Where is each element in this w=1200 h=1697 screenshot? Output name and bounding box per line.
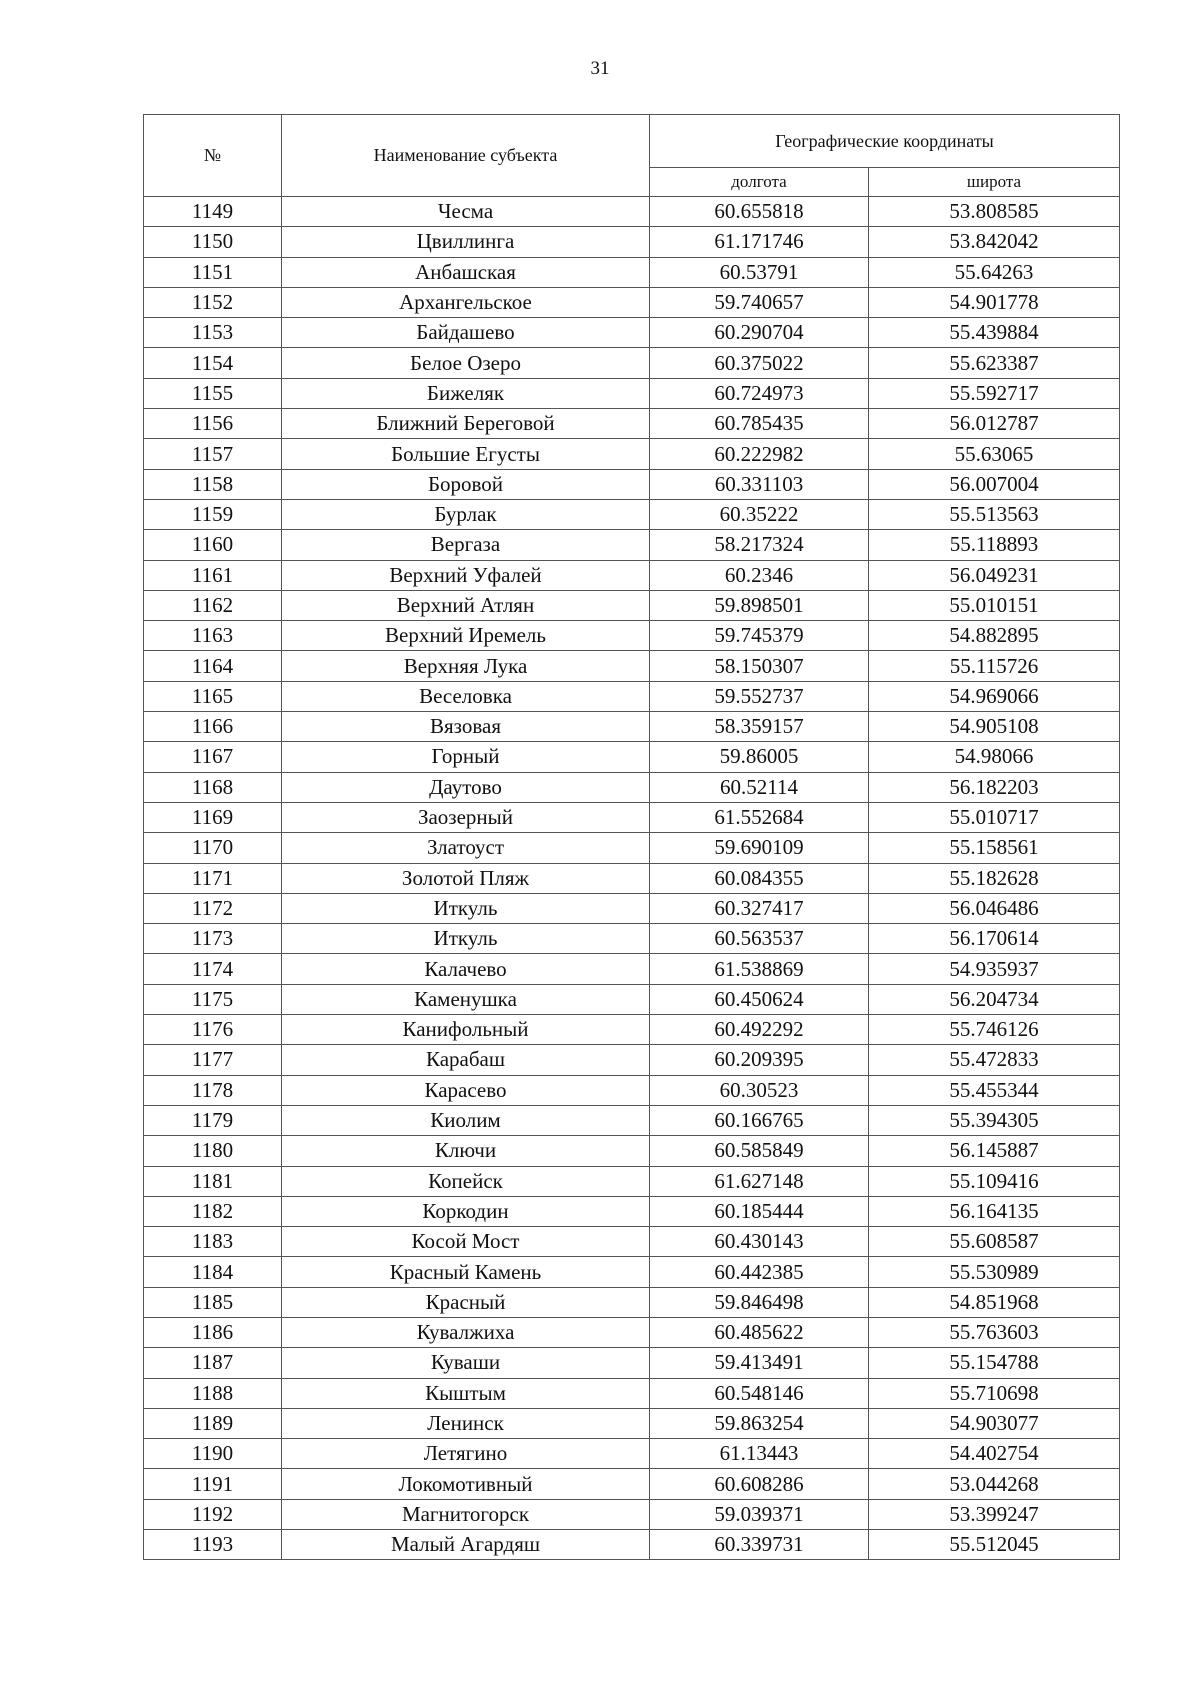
cell-latitude: 55.710698: [869, 1378, 1120, 1408]
cell-name: Локомотивный: [282, 1469, 650, 1499]
cell-latitude: 55.63065: [869, 439, 1120, 469]
cell-number: 1181: [144, 1166, 282, 1196]
cell-longitude: 60.35222: [650, 499, 869, 529]
table-row: [144, 1378, 1120, 1408]
cell-number: 1183: [144, 1227, 282, 1257]
table-row: [144, 439, 1120, 469]
cell-number: 1170: [144, 833, 282, 863]
cell-number: 1159: [144, 499, 282, 529]
cell-latitude: 56.170614: [869, 924, 1120, 954]
cell-name: Бижеляк: [282, 378, 650, 408]
cell-latitude: 55.530989: [869, 1257, 1120, 1287]
page-number: 31: [590, 58, 610, 79]
cell-longitude: 60.375022: [650, 348, 869, 378]
table-row: [144, 227, 1120, 257]
cell-number: 1165: [144, 681, 282, 711]
table-row: [144, 469, 1120, 499]
table-row: [144, 1136, 1120, 1166]
table-row: [144, 530, 1120, 560]
cell-longitude: 61.627148: [650, 1166, 869, 1196]
cell-latitude: 54.402754: [869, 1439, 1120, 1469]
cell-longitude: 61.538869: [650, 954, 869, 984]
cell-longitude: 59.898501: [650, 590, 869, 620]
cell-latitude: 55.010717: [869, 802, 1120, 832]
cell-number: 1161: [144, 560, 282, 590]
cell-number: 1190: [144, 1439, 282, 1469]
cell-name: Веселовка: [282, 681, 650, 711]
cell-latitude: 54.903077: [869, 1408, 1120, 1438]
cell-name: Ключи: [282, 1136, 650, 1166]
cell-number: 1182: [144, 1196, 282, 1226]
cell-longitude: 60.724973: [650, 378, 869, 408]
cell-number: 1187: [144, 1348, 282, 1378]
cell-latitude: 55.472833: [869, 1045, 1120, 1075]
cell-number: 1192: [144, 1499, 282, 1529]
cell-latitude: 54.882895: [869, 621, 1120, 651]
table-row: [144, 772, 1120, 802]
cell-number: 1172: [144, 893, 282, 923]
cell-latitude: 56.204734: [869, 984, 1120, 1014]
cell-longitude: 59.846498: [650, 1287, 869, 1317]
cell-latitude: 55.394305: [869, 1105, 1120, 1135]
cell-name: Заозерный: [282, 802, 650, 832]
cell-longitude: 60.166765: [650, 1105, 869, 1135]
cell-number: 1173: [144, 924, 282, 954]
cell-longitude: 59.690109: [650, 833, 869, 863]
table-row: [144, 984, 1120, 1014]
cell-longitude: 59.863254: [650, 1408, 869, 1438]
cell-latitude: 55.109416: [869, 1166, 1120, 1196]
cell-latitude: 54.935937: [869, 954, 1120, 984]
cell-name: Цвиллинга: [282, 227, 650, 257]
cell-name: Канифольный: [282, 1015, 650, 1045]
header-name: Наименование субъекта: [282, 115, 650, 197]
cell-number: 1178: [144, 1075, 282, 1105]
cell-name: Каменушка: [282, 984, 650, 1014]
cell-longitude: 61.13443: [650, 1439, 869, 1469]
coordinates-table: [143, 114, 1120, 1560]
table-row: [144, 1408, 1120, 1438]
cell-name: Малый Агардяш: [282, 1530, 650, 1560]
cell-number: 1151: [144, 257, 282, 287]
cell-latitude: 55.158561: [869, 833, 1120, 863]
cell-name: Куваши: [282, 1348, 650, 1378]
header-coordinates: Географические координаты: [650, 115, 1120, 168]
table-row: [144, 833, 1120, 863]
table-row: [144, 712, 1120, 742]
table-row: [144, 1015, 1120, 1045]
cell-number: 1191: [144, 1469, 282, 1499]
cell-latitude: 55.592717: [869, 378, 1120, 408]
cell-latitude: 53.044268: [869, 1469, 1120, 1499]
cell-latitude: 53.842042: [869, 227, 1120, 257]
cell-longitude: 60.563537: [650, 924, 869, 954]
cell-latitude: 55.154788: [869, 1348, 1120, 1378]
cell-latitude: 56.145887: [869, 1136, 1120, 1166]
cell-number: 1168: [144, 772, 282, 802]
table-row: [144, 1439, 1120, 1469]
cell-number: 1169: [144, 802, 282, 832]
cell-name: Ленинск: [282, 1408, 650, 1438]
cell-latitude: 53.808585: [869, 197, 1120, 227]
header-num: №: [144, 115, 282, 197]
cell-latitude: 55.439884: [869, 318, 1120, 348]
cell-name: Красный Камень: [282, 1257, 650, 1287]
table-row: [144, 318, 1120, 348]
cell-name: Кувалжиха: [282, 1317, 650, 1347]
table-row: [144, 1287, 1120, 1317]
table-row: [144, 802, 1120, 832]
table-row: [144, 378, 1120, 408]
cell-name: Калачево: [282, 954, 650, 984]
cell-latitude: 54.851968: [869, 1287, 1120, 1317]
table-row: [144, 1317, 1120, 1347]
cell-name: Чесма: [282, 197, 650, 227]
cell-number: 1155: [144, 378, 282, 408]
header-longitude: долгота: [650, 168, 869, 197]
cell-number: 1185: [144, 1287, 282, 1317]
cell-name: Байдашево: [282, 318, 650, 348]
cell-number: 1189: [144, 1408, 282, 1438]
cell-name: Коркодин: [282, 1196, 650, 1226]
table-row: [144, 1075, 1120, 1105]
table-header: [144, 115, 1120, 197]
cell-number: 1162: [144, 590, 282, 620]
cell-longitude: 60.339731: [650, 1530, 869, 1560]
cell-name: Летягино: [282, 1439, 650, 1469]
cell-latitude: 55.608587: [869, 1227, 1120, 1257]
cell-name: Даутово: [282, 772, 650, 802]
cell-longitude: 58.217324: [650, 530, 869, 560]
cell-name: Анбашская: [282, 257, 650, 287]
cell-name: Красный: [282, 1287, 650, 1317]
table-row: [144, 621, 1120, 651]
cell-longitude: 60.30523: [650, 1075, 869, 1105]
table-row: [144, 1045, 1120, 1075]
cell-name: Белое Озеро: [282, 348, 650, 378]
table-row: [144, 1257, 1120, 1287]
cell-longitude: 60.442385: [650, 1257, 869, 1287]
cell-number: 1179: [144, 1105, 282, 1135]
cell-latitude: 55.623387: [869, 348, 1120, 378]
table-row: [144, 287, 1120, 317]
table-row: [144, 1105, 1120, 1135]
cell-latitude: 56.046486: [869, 893, 1120, 923]
cell-latitude: 54.969066: [869, 681, 1120, 711]
cell-latitude: 56.007004: [869, 469, 1120, 499]
table-row: [144, 1499, 1120, 1529]
cell-latitude: 55.64263: [869, 257, 1120, 287]
cell-name: Вергаза: [282, 530, 650, 560]
table-row: [144, 560, 1120, 590]
cell-number: 1167: [144, 742, 282, 772]
cell-longitude: 60.084355: [650, 863, 869, 893]
cell-name: Магнитогорск: [282, 1499, 650, 1529]
cell-name: Большие Егусты: [282, 439, 650, 469]
table-row: [144, 409, 1120, 439]
cell-number: 1184: [144, 1257, 282, 1287]
table-row: [144, 590, 1120, 620]
cell-latitude: 56.049231: [869, 560, 1120, 590]
table-row: [144, 1469, 1120, 1499]
cell-longitude: 60.655818: [650, 197, 869, 227]
cell-name: Карабаш: [282, 1045, 650, 1075]
cell-number: 1166: [144, 712, 282, 742]
cell-longitude: 60.450624: [650, 984, 869, 1014]
cell-name: Верхний Иремель: [282, 621, 650, 651]
table-row: [144, 1227, 1120, 1257]
cell-number: 1193: [144, 1530, 282, 1560]
cell-name: Горный: [282, 742, 650, 772]
table-row: [144, 954, 1120, 984]
cell-longitude: 60.785435: [650, 409, 869, 439]
cell-longitude: 60.331103: [650, 469, 869, 499]
cell-latitude: 55.455344: [869, 1075, 1120, 1105]
cell-name: Киолим: [282, 1105, 650, 1135]
cell-longitude: 60.185444: [650, 1196, 869, 1226]
cell-latitude: 56.182203: [869, 772, 1120, 802]
cell-longitude: 60.290704: [650, 318, 869, 348]
header-latitude: широта: [869, 168, 1120, 197]
cell-longitude: 59.86005: [650, 742, 869, 772]
cell-name: Золотой Пляж: [282, 863, 650, 893]
cell-longitude: 59.740657: [650, 287, 869, 317]
cell-name: Архангельское: [282, 287, 650, 317]
cell-longitude: 61.552684: [650, 802, 869, 832]
cell-longitude: 60.430143: [650, 1227, 869, 1257]
table-row: [144, 681, 1120, 711]
cell-longitude: 61.171746: [650, 227, 869, 257]
cell-name: Вязовая: [282, 712, 650, 742]
cell-number: 1174: [144, 954, 282, 984]
cell-name: Копейск: [282, 1166, 650, 1196]
cell-name: Боровой: [282, 469, 650, 499]
cell-latitude: 54.901778: [869, 287, 1120, 317]
cell-number: 1176: [144, 1015, 282, 1045]
cell-number: 1175: [144, 984, 282, 1014]
cell-number: 1158: [144, 469, 282, 499]
cell-longitude: 60.585849: [650, 1136, 869, 1166]
cell-number: 1150: [144, 227, 282, 257]
table-row: [144, 742, 1120, 772]
cell-longitude: 60.608286: [650, 1469, 869, 1499]
table-row: [144, 893, 1120, 923]
table-row: [144, 1196, 1120, 1226]
cell-longitude: 60.2346: [650, 560, 869, 590]
cell-latitude: 55.010151: [869, 590, 1120, 620]
cell-latitude: 55.746126: [869, 1015, 1120, 1045]
cell-latitude: 55.763603: [869, 1317, 1120, 1347]
cell-name: Ближний Береговой: [282, 409, 650, 439]
cell-longitude: 59.039371: [650, 1499, 869, 1529]
cell-latitude: 55.513563: [869, 499, 1120, 529]
cell-name: Верхний Уфалей: [282, 560, 650, 590]
cell-longitude: 60.52114: [650, 772, 869, 802]
table-row: [144, 499, 1120, 529]
cell-name: Бурлак: [282, 499, 650, 529]
cell-longitude: 59.552737: [650, 681, 869, 711]
cell-number: 1157: [144, 439, 282, 469]
cell-name: Златоуст: [282, 833, 650, 863]
cell-latitude: 56.164135: [869, 1196, 1120, 1226]
table-row: [144, 924, 1120, 954]
cell-name: Верхняя Лука: [282, 651, 650, 681]
cell-latitude: 53.399247: [869, 1499, 1120, 1529]
cell-latitude: 54.98066: [869, 742, 1120, 772]
cell-longitude: 60.492292: [650, 1015, 869, 1045]
table-row: [144, 197, 1120, 227]
cell-number: 1153: [144, 318, 282, 348]
cell-name: Иткуль: [282, 924, 650, 954]
cell-longitude: 60.222982: [650, 439, 869, 469]
cell-longitude: 59.413491: [650, 1348, 869, 1378]
cell-longitude: 58.150307: [650, 651, 869, 681]
table-row: [144, 257, 1120, 287]
cell-number: 1188: [144, 1378, 282, 1408]
cell-latitude: 55.512045: [869, 1530, 1120, 1560]
cell-number: 1154: [144, 348, 282, 378]
cell-longitude: 58.359157: [650, 712, 869, 742]
cell-longitude: 59.745379: [650, 621, 869, 651]
cell-longitude: 60.485622: [650, 1317, 869, 1347]
cell-name: Верхний Атлян: [282, 590, 650, 620]
cell-number: 1171: [144, 863, 282, 893]
cell-longitude: 60.53791: [650, 257, 869, 287]
cell-number: 1152: [144, 287, 282, 317]
cell-number: 1164: [144, 651, 282, 681]
cell-name: Карасево: [282, 1075, 650, 1105]
cell-latitude: 55.182628: [869, 863, 1120, 893]
cell-latitude: 55.118893: [869, 530, 1120, 560]
table-row: [144, 348, 1120, 378]
cell-number: 1180: [144, 1136, 282, 1166]
table-row: [144, 863, 1120, 893]
cell-number: 1160: [144, 530, 282, 560]
cell-number: 1186: [144, 1317, 282, 1347]
table-body: [144, 197, 1120, 1560]
table-row: [144, 1166, 1120, 1196]
cell-number: 1156: [144, 409, 282, 439]
cell-longitude: 60.327417: [650, 893, 869, 923]
cell-latitude: 54.905108: [869, 712, 1120, 742]
header-row-top: [144, 115, 1120, 168]
cell-latitude: 56.012787: [869, 409, 1120, 439]
table-row: [144, 1348, 1120, 1378]
cell-latitude: 55.115726: [869, 651, 1120, 681]
cell-number: 1177: [144, 1045, 282, 1075]
table-row: [144, 651, 1120, 681]
cell-longitude: 60.209395: [650, 1045, 869, 1075]
cell-name: Кыштым: [282, 1378, 650, 1408]
cell-name: Иткуль: [282, 893, 650, 923]
cell-longitude: 60.548146: [650, 1378, 869, 1408]
cell-number: 1149: [144, 197, 282, 227]
table-row: [144, 1530, 1120, 1560]
cell-name: Косой Мост: [282, 1227, 650, 1257]
cell-number: 1163: [144, 621, 282, 651]
